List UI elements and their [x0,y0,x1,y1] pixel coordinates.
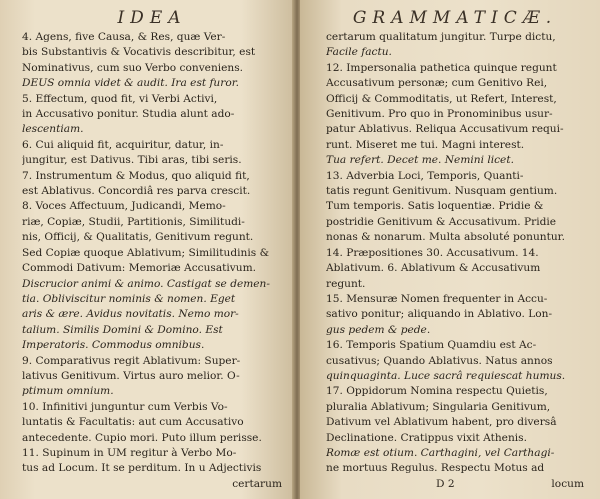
text-line: 14. Præpositiones 30. Accusativum. 14. [326,246,539,259]
signature-mark: D 2 [436,477,455,490]
text-line: DEUS omnia videt & audit. Ira est furor. [22,77,239,90]
text-line: certarum qualitatum jungitur. Turpe dictu, [326,31,556,43]
text-line: 11. Supinum in UM regitur à Verbo Mo- [22,446,237,459]
text-line: Discrucior animi & animo. Castigat se demen- [22,277,270,290]
text-line: regunt. [326,277,366,290]
text-line: 16. Temporis Spatium Quamdiu est Ac- [326,339,537,352]
text-line: postridie Genitivum & Accusativum. Pridie [326,215,557,228]
text-line: cusativus; Quando Ablativus. Natus annos [326,354,553,367]
text-line: 5. Effectum, quod fit, vi Verbi Activi, [22,92,218,105]
text-line: bis Substantivis & Vocativis describitur, est [22,46,256,59]
text-line: Dativum vel Ablativum habent, pro diversâ [326,416,557,429]
right-page [300,0,600,499]
text-line: ptimum omnium. [22,385,114,398]
text-line: jungitur, est Dativus. Tibi aras, tibi seris. [22,154,242,167]
text-line: Commodi Dativum: Memoriæ Accusativum. [22,262,257,275]
text-line: 10. Infinitivi junguntur cum Verbis Vo- [22,400,228,413]
text-line: 6. Cui aliquid fit, acquiritur, datur, in- [22,138,224,151]
text-line: 8. Voces Affectuum, Judicandi, Memo- [22,200,226,213]
left-page [0,0,294,499]
text-line: aris & ære. Avidus novitatis. Nemo mor- [22,308,239,321]
right-catchword: locum [551,477,584,490]
text-line: runt. Miseret me tui. Magni interest. [326,138,525,151]
text-line: quinquaginta. Luce sacrâ requiescat humus. [326,369,566,382]
text-line: antecedente. Cupio mori. Puto illum perisse. [22,431,262,444]
text-line: 4. Agens, five Causa, & Res, quæ Ver- [22,31,226,43]
text-line: Genitivum. Pro quo in Pronominibus usur- [326,108,553,121]
left-running-head: IDEA [117,8,187,28]
text-line: pluralia Ablativum; Singularia Genitivum, [326,400,551,413]
text-line: Imperatoris. Commodus omnibus. [22,339,205,352]
text-line: tus ad Locum. It se perditum. In u Adjectivis [22,462,262,475]
text-line: Ablativum. 6. Ablativum & Accusativum [326,262,541,275]
text-line: lescentiam. [22,123,84,136]
text-line: lativus Genitivum. Virtus auro melior. O- [22,369,240,382]
text-line: 17. Oppidorum Nomina respectu Quietis, [326,385,548,398]
right-text-block [326,30,584,477]
text-line: 15. Mensuræ Nomen frequenter in Accu- [326,292,548,305]
text-line: Tum temporis. Satis loquentiæ. Pridie & [326,200,544,213]
text-line: nis, Officij, & Qualitatis, Genitivum regunt. [22,231,254,244]
text-line: Officij & Commoditatis, ut Refert, Interest, [326,92,557,105]
text-line: Facile factu. [326,46,392,59]
text-line: est Ablativus. Concordiâ res parva crescit. [22,185,251,198]
text-line: Accusativum personæ; cum Genitivo Rei, [326,77,548,90]
text-line: luntatis & Facultatis: aut cum Accusativo [22,416,244,429]
text-line: sativo ponitur; aliquando in Ablativo. Lon- [326,308,553,321]
text-line: talium. Similis Domini & Domino. Est [22,323,223,336]
text-line: tatis regunt Genitivum. Nusquam gentium. [326,185,558,198]
text-line: Tua refert. Decet me. Nemini licet. [326,154,514,167]
text-line: riæ, Copiæ, Studii, Partitionis, Similitudi- [22,215,245,228]
text-line: Sed Copiæ quoque Ablativum; Similitudinis & [22,246,269,259]
text-line: 12. Impersonalia pathetica quinque regunt [326,61,557,74]
left-catchword: certarum [232,477,282,490]
text-line: tia. Obliviscitur nominis & nomen. Eget [22,292,236,305]
text-line: nonas & nonarum. Multa absoluté ponuntur. [326,231,565,244]
text-line: ne mortuus Regulus. Respectu Motus ad [326,462,545,475]
right-running-head: GRAMMATICÆ. [352,8,558,28]
text-line: Nominativus, cum suo Verbo conveniens. [22,61,244,74]
left-text-block [22,30,282,477]
text-line: Romæ est otium. Carthagini, vel Carthagi- [326,446,555,459]
text-line: patur Ablativus. Reliqua Accusativum requi- [326,123,564,136]
text-line: Declinatione. Cratippus vixit Athenis. [326,431,527,444]
text-line: in Accusativo ponitur. Studia alunt ado- [22,108,235,121]
text-line: 13. Adverbia Loci, Temporis, Quanti- [326,169,524,182]
text-line: 7. Instrumentum & Modus, quo aliquid fit, [22,169,250,182]
text-line: 9. Comparativus regit Ablativum: Super- [22,354,241,367]
text-line: gus pedem & pede. [326,323,431,336]
